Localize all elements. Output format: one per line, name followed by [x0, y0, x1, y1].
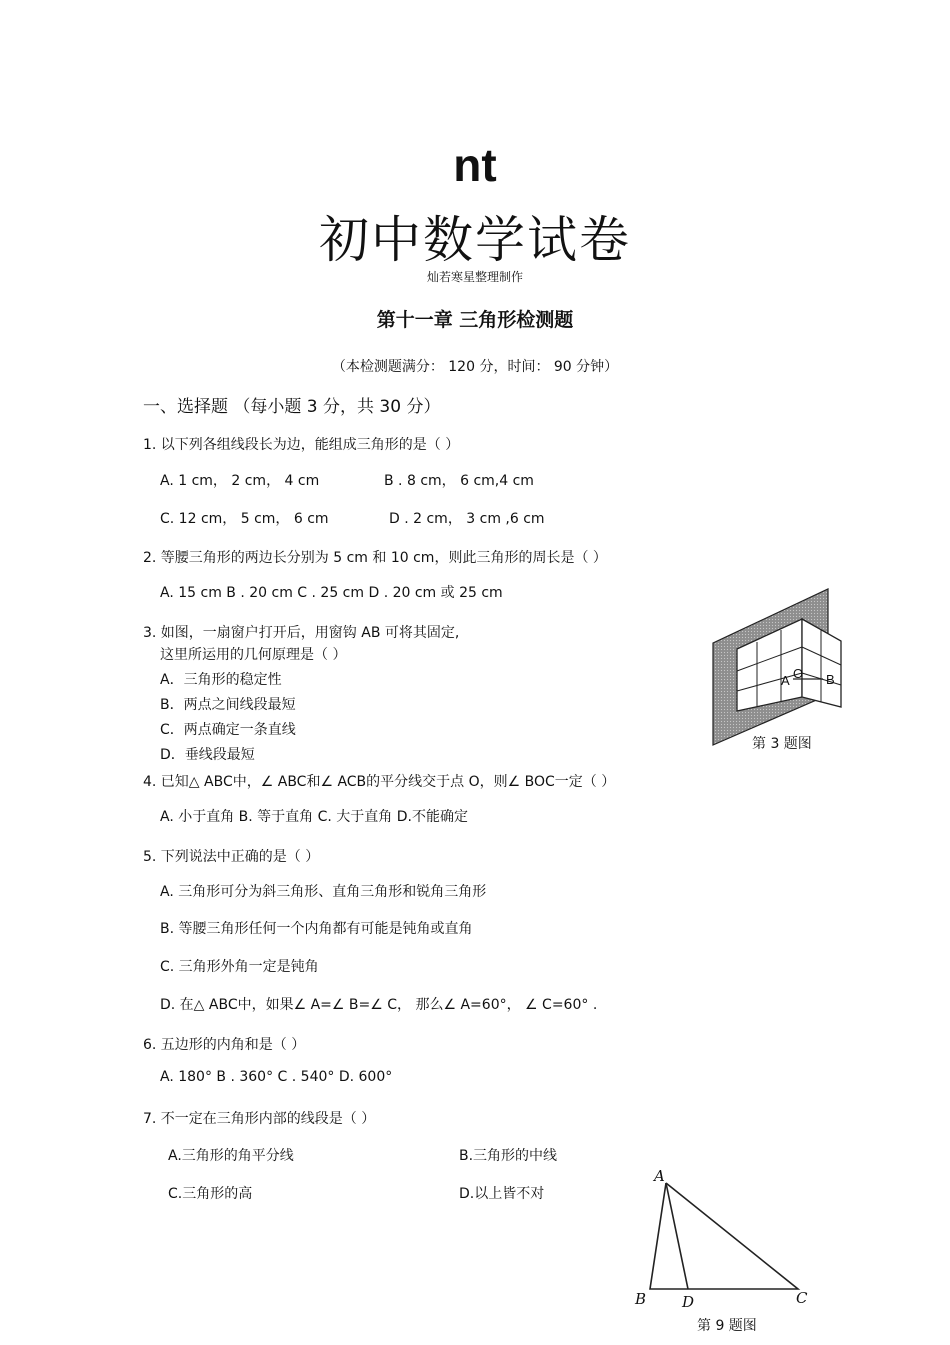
question-7-option-a: A.三角形的角平分线	[168, 1148, 294, 1164]
header-top-text: nt	[453, 139, 497, 191]
section-heading: 一、选择题 （每小题 3 分，共 30 分）	[143, 397, 441, 417]
vertex-c-label: C	[796, 1289, 808, 1307]
question-3-option-a: A．三角形的稳定性	[160, 672, 282, 688]
point-a-label: A	[781, 673, 790, 688]
point-o-label: O	[793, 666, 804, 681]
question-3-option-d: D．垂线段最短	[160, 747, 255, 763]
question-3-option-c: C．两点确定一条直线	[160, 722, 296, 738]
question-3-option-b: B．两点之间线段最短	[160, 697, 296, 713]
figure-3-caption: 第 3 题图	[752, 736, 812, 752]
question-2-options: A. 15 cm B . 20 cm C . 25 cm D . 20 cm 或 25 cm	[160, 585, 503, 601]
vertex-a-label: A	[654, 1167, 665, 1185]
question-6-stem: 6. 五边形的内角和是（ ）	[143, 1037, 306, 1053]
vertex-b-label: B	[635, 1290, 647, 1308]
question-3-stem-line1: 3. 如图，一扇窗户打开后，用窗钩 AB 可将其固定,	[143, 625, 460, 641]
question-1-option-b: B . 8 cm， 6 cm,4 cm	[384, 473, 534, 489]
triangle-figure	[630, 1165, 820, 1340]
question-5-option-a: A. 三角形可分为斜三角形、直角三角形和锐角三角形	[160, 884, 487, 900]
page-title: 初中数学试卷	[319, 211, 631, 269]
question-5-option-d: D. 在△ ABC中，如果∠ A=∠ B=∠ C， 那么∠ A=60°， ∠ C=60° .	[160, 997, 598, 1013]
question-2-stem: 2. 等腰三角形的两边长分别为 5 cm 和 10 cm，则此三角形的周长是（ ）	[143, 550, 607, 566]
point-d-label: D	[682, 1293, 695, 1311]
question-1-option-d: D . 2 cm， 3 cm ,6 cm	[389, 511, 545, 527]
question-5-option-b: B. 等腰三角形任何一个内角都有可能是钝角或直角	[160, 921, 473, 937]
question-1-option-c: C. 12 cm， 5 cm， 6 cm	[160, 511, 329, 527]
question-1-stem: 1. 以下列各组线段长为边，能组成三角形的是（ ）	[143, 437, 460, 453]
question-6-options: A. 180° B . 360° C . 540° D. 600°	[160, 1069, 393, 1085]
question-5-option-c: C. 三角形外角一定是钝角	[160, 959, 319, 975]
question-7-option-c: C.三角形的高	[168, 1186, 253, 1202]
question-1-option-a: A. 1 cm， 2 cm， 4 cm	[160, 473, 320, 489]
maker-credit: 灿若寒星整理制作	[426, 270, 523, 284]
question-3-stem-line2: 这里所运用的几何原理是（ ）	[160, 647, 347, 663]
figure-9-caption: 第 9 题图	[697, 1318, 757, 1334]
question-7-option-b: B.三角形的中线	[459, 1148, 558, 1164]
chapter-title: 第十一章 三角形检测题	[376, 309, 574, 331]
window-figure	[705, 585, 845, 750]
exam-note: （本检测题满分： 120 分，时间： 90 分钟）	[331, 359, 619, 375]
question-7-option-d: D.以上皆不对	[459, 1186, 545, 1202]
question-7-stem: 7. 不一定在三角形内部的线段是（ ）	[143, 1111, 376, 1127]
point-b-label: B	[826, 672, 835, 687]
question-5-stem: 5. 下列说法中正确的是（ ）	[143, 849, 320, 865]
question-4-stem: 4. 已知△ ABC中，∠ ABC和∠ ACB的平分线交于点 O，则∠ BOC一定（ ）	[143, 774, 616, 790]
question-4-options: A. 小于直角 B. 等于直角 C. 大于直角 D.不能确定	[160, 809, 468, 825]
